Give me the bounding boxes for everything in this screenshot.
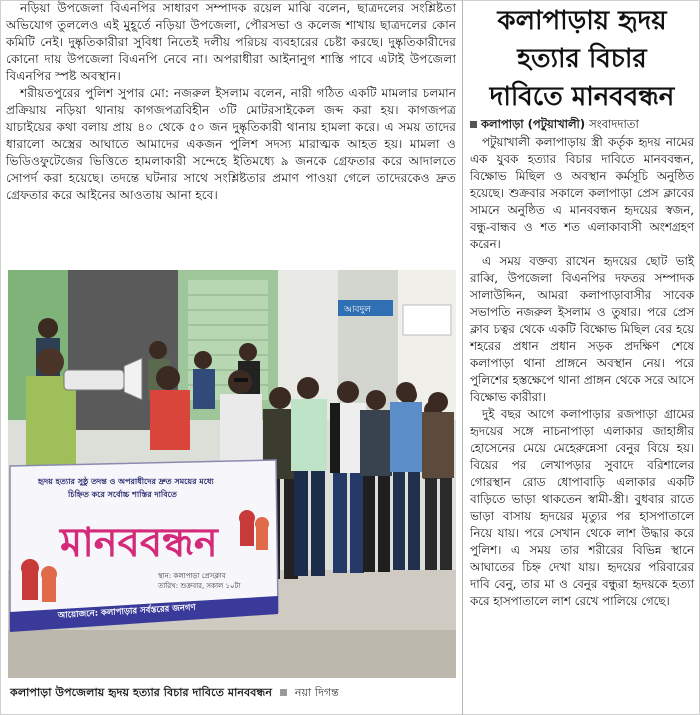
caption-square-icon — [280, 689, 287, 696]
left-paragraph-1: নড়িয়া উপজেলা বিএনপির সাধারণ সম্পাদক রয়েল মাঝি বলেন, ছাত্রদলের সংশ্লিষ্টতা অভিযোগ তুললেও এই মুহূর্তে নড়িয়া উপজেলা, পৌরসভা ও কলেজ শাখায় ছাত্রদলের কোন কমিটি নেই। দুষ্কৃতিকারীরা সুবিধা নিতেই দলীয় পরিচয় ব্যবহারের চেষ্টা করছে। দুষ্কৃতিকারীদের কোনো দায় উপজেলা বিএনপি নেবে না। অপরাধীরা আইনানুগ শাস্তি পাবে এটাই উপজেলা বিএনপির স্পষ্ট অবস্থান। — [6, 1, 456, 83]
caption-text: কলাপাড়া উপজেলায় হৃদয় হত্যার বিচার দাবিতে মানববন্ধন — [10, 686, 273, 699]
right-paragraph-2: এ সময় বক্তব্য রাখেন হৃদয়ের ছোট ভাই রাব্বি, উপজেলা বিএনপির দফতর সম্পাদক সালাউদ্দিন, আমরা কলাপাড়াবাসীর সাবেক সভাপতি নজরুল ইসলাম ও তুষার। পরে প্রেস ক্লাব চত্বর থেকে একটি বিক্ষোভ মিছিল বের হয়ে শহরের প্রধান প্রধান সড়ক প্রদক্ষিণ শেষে কলাপাড়া থানা প্রাঙ্গনে অবস্থান নেয়। পরে পুলিশের হস্তক্ষেপে থানা প্রাঙ্গন থেকে সরে আসে বিক্ষোভ কারীরা। — [470, 254, 694, 404]
protest-photo-illustration — [8, 270, 456, 678]
left-paragraph-2: শরীয়তপুরের পুলিশ সুপার মো: নজরুল ইসলাম বলেন, নারী গঠিত একটি মামলার চলমান প্রক্রিয়ায় নড়িয়া থানায় কাগজপত্রবিহীন ৩টি মোটরসাইকেল জব্দ করা হয়। কাগজপত্র যাচাইয়ের কথা বলায় প্রায় ৪০ থেকে ৫০ জন দুষ্কৃতিকারী থানায় হামলা করে। এ সময় তাদের ধারালো অস্ত্রের আঘাতে আমাদের একজন পুলিশ সদস্য মারাত্মক আহত হয়। মামলা ও ভিডিওফুটেজের ভিত্তিতে হামলাকারী সন্দেহে ইতিমধ্যে ৯ জনকে গ্রেফতার করে আদালতে সোপর্দ করা হয়েছে। তদন্তে ঘটনার সাথে সংশ্লিষ্টতার প্রমাণ পাওয়া গেলে তাদেরকেও দ্রুত গ্রেফতার করে আইনের আওতায় আনা হবে। — [6, 86, 456, 202]
left-column — [6, 0, 456, 715]
headline-line-1: কলাপাড়ায় হৃদয় — [497, 6, 667, 36]
photo-caption — [10, 684, 460, 703]
banner-main-text: মানববন্ধন — [60, 519, 218, 566]
right-paragraph-3: দুই বছর আগে কলাপাড়ার রজপাড়া গ্রামের হৃদয়ের সঙ্গে নাচনাপাড়া এলাকার জাহাঙ্গীর হোসেনের মেয়ে মেহেরুন্নেসা বেনুর বিয়ে হয়। বিয়ের পর লেখাপড়ার সুবাদে বরিশালের গোরস্থান রোড ধোপাবাড়ি এলাকার একটি বাড়িতে ভাড়া থাকতেন স্বামী-স্ত্রী। বুধবার রাতে ভাড়া বাসায় হৃদয়ের মৃত্যুর পর হাসপাতালে নিয়ে যায়। পরে সেখান থেকে লাশ উদ্ধার করে পুলিশ। এ সময় তার শরীরের বিভিন্ন স্থানে আঘাতের চিহ্ন দেখা যায়। হৃদয়ের পরিবারের দাবি বেনু, তার মা ও বেনুর বন্ধুরা হৃদয়কে হত্যা করে হাসপাতালে লাশ রেখে পালিয়ে গেছে। — [470, 407, 694, 608]
dateline-place: কলাপাড়া (পটুয়াখালী) — [481, 117, 586, 131]
dateline-bullet-icon — [470, 121, 477, 128]
banner-small-line-1: স্থান: কলাপাড়া প্রেসক্লাব — [158, 572, 226, 580]
banner-top-line-1: হৃদয় হত্যার সুষ্ঠু তদন্ত ও অপরাধীদের দ্রুত সময়ের মধ্যে — [38, 477, 214, 486]
column-divider — [462, 0, 463, 715]
dateline-reporter: সংবাদদাতা — [589, 117, 639, 131]
banner-top-line-2: চিহ্নিত করে সর্বোচ্চ শাস্তির দাবিতে — [68, 490, 177, 499]
protest-banner — [10, 460, 278, 632]
headline-line-3: দাবিতে মানববন্ধন — [489, 82, 675, 112]
dateline — [470, 116, 694, 135]
headline-line-2: হত্যার বিচার — [517, 44, 647, 74]
right-paragraph-1: পটুয়াখালী কলাপাড়ায় স্ত্রী কর্তৃক হৃদয় নামের এক যুবক হত্যার বিচার দাবিতে মানববন্ধন, বিক্ষোভ মিছিল ও অবস্থান কর্মসূচি অনুষ্ঠিত হয়েছে। শুক্রবার সকালে কলাপাড়া প্রেস ক্লাবের সামনে অনুষ্ঠিত এ মানববন্ধন হৃদয়ের স্বজন, বন্ধু-বান্ধব ও শত শত এলাকাবাসী অংশগ্রহণ করেন। — [470, 135, 694, 251]
headline — [470, 2, 694, 116]
right-column — [470, 0, 694, 715]
shop-sign-text: আবদুল — [344, 305, 371, 315]
protest-photo — [8, 270, 456, 678]
right-article-text — [470, 134, 694, 610]
banner-small-line-2: তারিখ: শুক্রবার, সকাল ১০টা — [158, 582, 241, 590]
caption-source: নয়া দিগন্ত — [294, 686, 340, 699]
banner-bottom-text: আয়োজনে: কলাপাড়ার সর্বস্তরের জনগণ — [57, 602, 196, 621]
left-article-text — [6, 0, 456, 204]
